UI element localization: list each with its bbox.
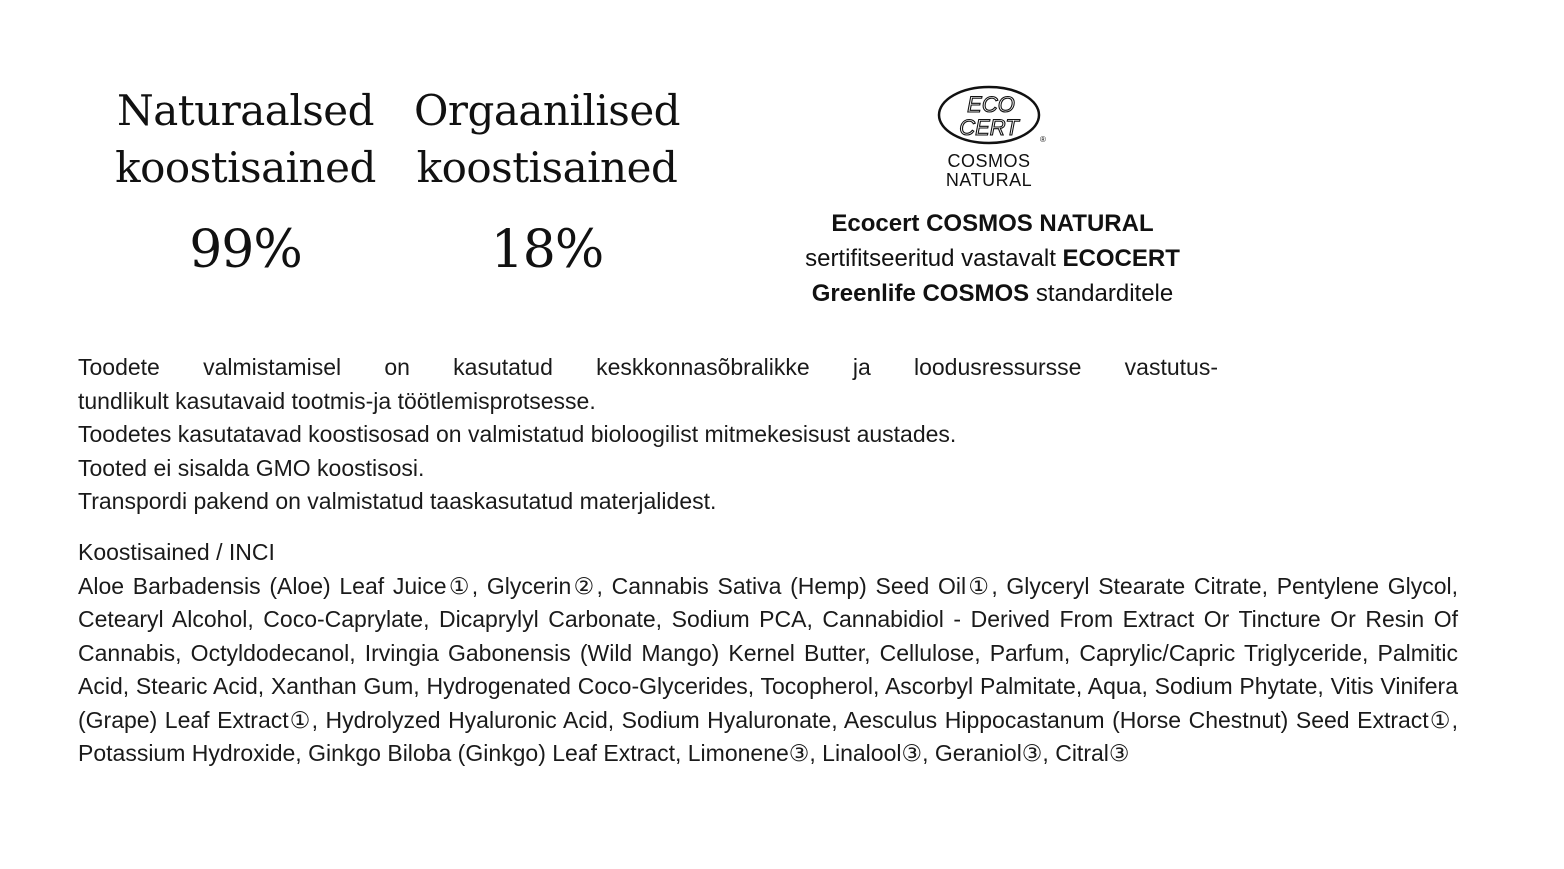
certification-text — [760, 206, 1225, 311]
eco-paragraph-3: Tooted ei sisalda GMO koostisosi. — [78, 454, 425, 481]
logo-eco-text: ECO — [966, 92, 1015, 117]
eco-paragraph-1-line-1: Toodete valmistamisel on kasutatud keskkonnasõbralikke ja loodusressursse vastutus- — [78, 354, 1218, 380]
ingredients-section — [78, 536, 1458, 771]
ingredients-heading: Koostisained / INCI — [78, 539, 275, 565]
eco-paragraph-2: Toodetes kasutatavad koostisosad on valmistatud bioloogilist mitmekesisust austades. — [78, 421, 957, 447]
organic-ingredients-stat — [402, 82, 692, 280]
certification-block — [760, 84, 1225, 311]
natural-ingredients-title: Naturaalsed koostisained — [115, 86, 376, 192]
eco-paragraph-4: Transpordi pakend on valmistatud taaskasutatud materjalidest. — [78, 488, 717, 514]
natural-ingredients-stat — [108, 82, 383, 280]
cert-line-2: sertifitseeritud vastavalt ECOCERT — [805, 245, 1180, 272]
organic-ingredients-percent: 18% — [490, 220, 604, 280]
ingredients-list: Aloe Barbadensis (Aloe) Leaf Juice①, Glycerin②, Cannabis Sativa (Hemp) Seed Oil①, Glyceryl Stearate Citrate, Pentylene Glycol, Cetearyl Alcohol, Coco-Caprylate, Dicaprylyl Carbonate, Sodium PCA, Cannabidiol - Derived From Extract Or Tincture Or Resin Of Cannabis, Octyldodecanol, Irvingia Gabonensis (Wild Mango) Kernel Butter, Cellulose, Parfum, Caprylic/Capric Triglyceride, Palmitic Acid, Stearic Acid, Xanthan Gum, Hydrogenated Coco-Glycerides, Tocopherol, Ascorbyl Palmitate, Aqua, Sodium Phytate, Vitis Vinifera (Grape) Leaf Extract①, Hydrolyzed Hyaluronic Acid, Sodium Hyaluronate, Aesculus Hippocastanum (Horse Chestnut) Seed Extract①, Potassium Hydroxide, Ginkgo Biloba (Ginkgo) Leaf Extract, Limonene③, Linalool③, Geraniol③, Citral③ — [78, 572, 1458, 766]
logo-cosmos-text: COSMOS — [946, 151, 1031, 171]
cert-line-3: Greenlife COSMOS standarditele — [811, 280, 1174, 307]
natural-ingredients-percent: 99% — [189, 220, 302, 280]
cert-line-1: Ecocert COSMOS NATURAL — [831, 210, 1154, 237]
eco-paragraph-1-line-2: tundlikult kasutavaid tootmis-ja töötlemisprotsesse. — [78, 387, 596, 414]
eco-description — [78, 351, 1218, 519]
logo-natural-text: NATURAL — [945, 170, 1032, 190]
organic-ingredients-title: Orgaanilised koostisained — [413, 86, 681, 192]
logo-registered-mark: ® — [1039, 135, 1046, 144]
logo-cert-text: CERT — [958, 115, 1019, 140]
ecocert-logo — [933, 84, 1053, 192]
